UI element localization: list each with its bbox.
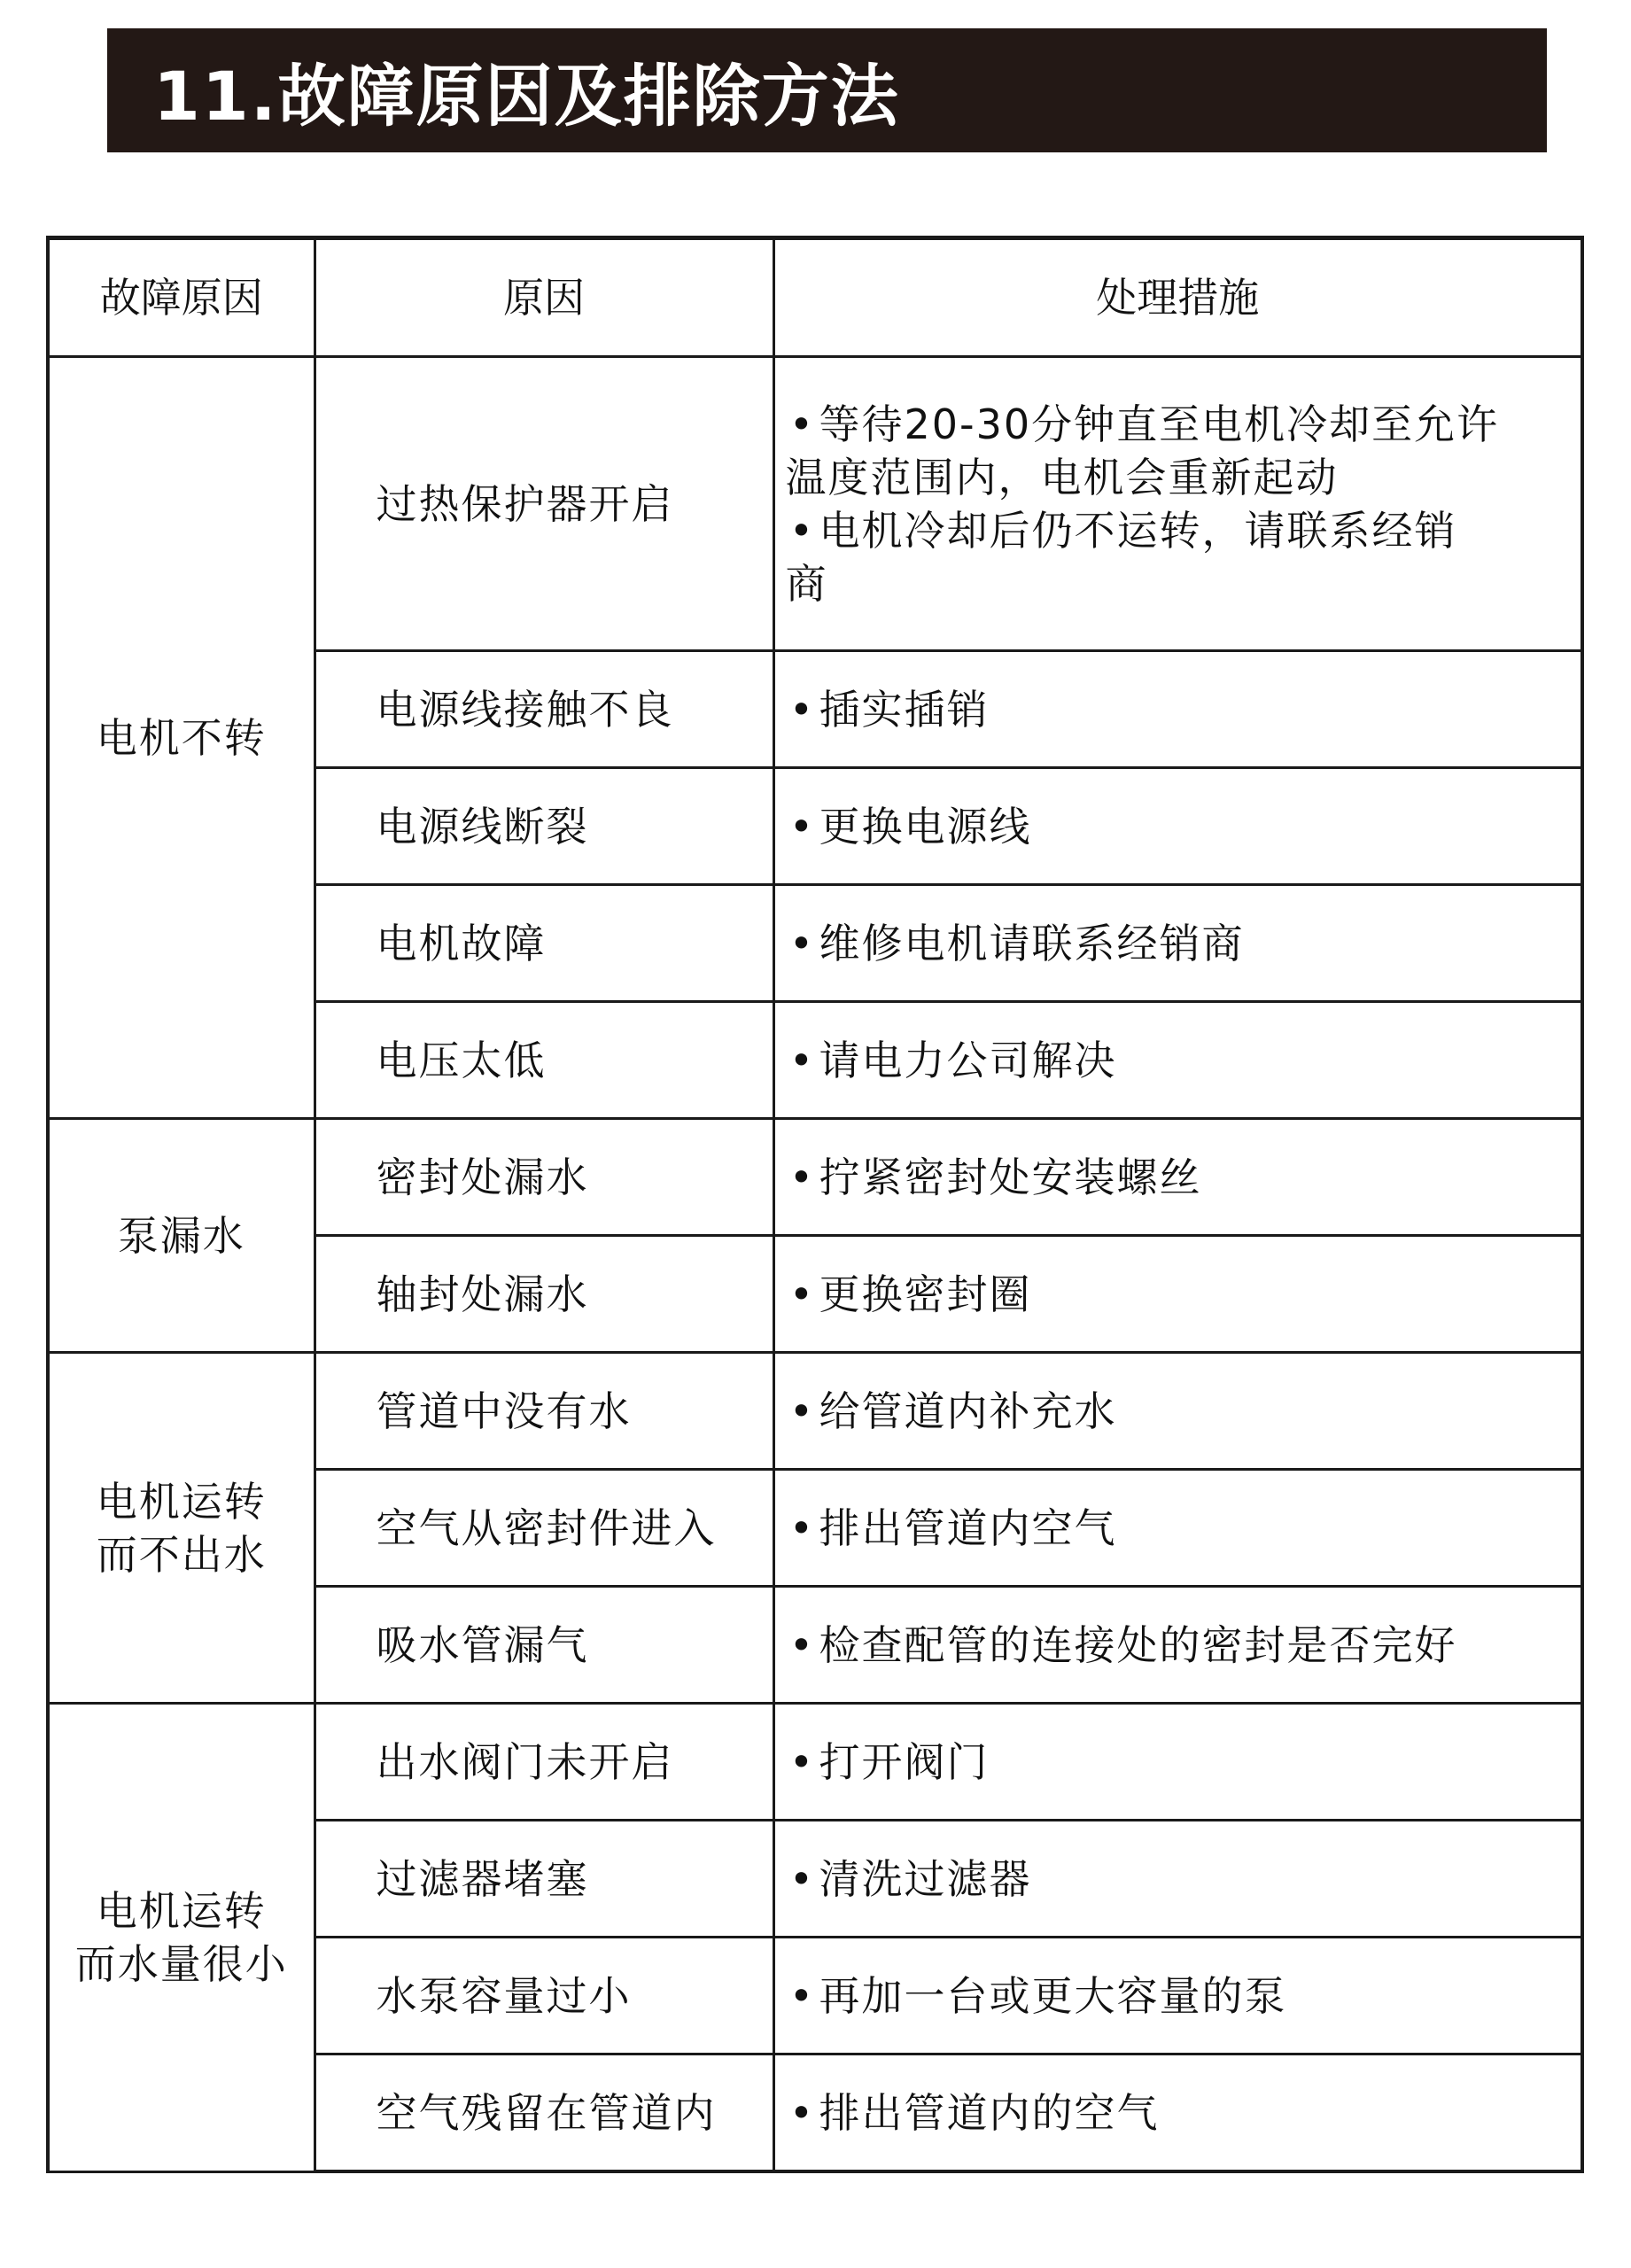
- action-cell: •排出管道内的空气: [773, 2054, 1582, 2172]
- bullet: •: [788, 1737, 816, 1786]
- action-cell: •请电力公司解决: [773, 1002, 1582, 1119]
- troubleshooting-table: [46, 236, 1584, 2173]
- table-row: [48, 1704, 1582, 1821]
- reason-cell: 水泵容量过小: [315, 1938, 773, 2054]
- bullet: •: [788, 802, 816, 850]
- bullet: •: [788, 1036, 816, 1084]
- bullet: •: [788, 1386, 816, 1435]
- bullet: •: [788, 506, 816, 555]
- fault-cell: [48, 1119, 315, 1353]
- action-cell: •给管道内补充水: [773, 1353, 1582, 1470]
- fault-label: 泵漏水: [117, 1211, 245, 1260]
- action-cell: •打开阀门: [773, 1704, 1582, 1821]
- fault-label: 而不出水: [96, 1530, 267, 1579]
- reason-cell: 轴封处漏水: [315, 1236, 773, 1353]
- bullet: •: [788, 2088, 816, 2137]
- fault-cell: [48, 357, 315, 1119]
- page-title: 11.故障原因及排除方法: [153, 56, 900, 136]
- bullet: •: [788, 1503, 816, 1552]
- reason-cell: 密封处漏水: [315, 1119, 773, 1236]
- reason-cell: 空气从密封件进入: [315, 1470, 773, 1587]
- header-reason: 原因: [315, 238, 773, 357]
- action-cell: •清洗过滤器: [773, 1821, 1582, 1938]
- action-line: 温度范围内，电机会重新起动: [785, 453, 1339, 501]
- fault-label: 电机运转: [96, 1886, 267, 1935]
- action-cell: •排出管道内空气: [773, 1470, 1582, 1587]
- action-line: •电机冷却后仍不运转，请联系经销: [786, 504, 1573, 557]
- bullet: •: [788, 400, 816, 448]
- action-cell: •维修电机请联系经销商: [773, 885, 1582, 1002]
- table-header-row: [48, 238, 1582, 357]
- reason-cell: 空气残留在管道内: [315, 2054, 773, 2172]
- fault-label: 电机不转: [96, 713, 267, 762]
- bullet: •: [788, 919, 816, 967]
- bullet: •: [788, 1854, 816, 1903]
- reason-cell: 过热保护器开启: [315, 357, 773, 651]
- title-banner: [107, 28, 1547, 152]
- header-fault: 故障原因: [48, 238, 315, 357]
- bullet: •: [788, 1620, 816, 1669]
- reason-cell: 电压太低: [315, 1002, 773, 1119]
- action-cell: •拧紧密封处安装螺丝: [773, 1119, 1582, 1236]
- fault-cell: [48, 1704, 315, 2172]
- table-row: [48, 357, 1582, 651]
- fault-label: 而水量很小: [74, 1939, 288, 1988]
- action-cell: •插实插销: [773, 651, 1582, 768]
- reason-cell: 过滤器堵塞: [315, 1821, 773, 1938]
- reason-cell: 电机故障: [315, 885, 773, 1002]
- bullet: •: [788, 685, 816, 734]
- header-action: 处理措施: [773, 238, 1582, 357]
- action-line: 商: [785, 559, 828, 608]
- reason-cell: 出水阀门未开启: [315, 1704, 773, 1821]
- bullet: •: [788, 1971, 816, 2020]
- action-cell: •更换电源线: [773, 768, 1582, 885]
- table-row: [48, 1119, 1582, 1236]
- reason-cell: 管道中没有水: [315, 1353, 773, 1470]
- action-cell: •更换密封圈: [773, 1236, 1582, 1353]
- reason-cell: 吸水管漏气: [315, 1587, 773, 1704]
- action-cell: •再加一台或更大容量的泵: [773, 1938, 1582, 2054]
- fault-cell: [48, 1353, 315, 1704]
- reason-cell: 电源线接触不良: [315, 651, 773, 768]
- action-line: •等待20-30分钟直至电机冷却至允许: [786, 398, 1573, 451]
- bullet: •: [788, 1153, 816, 1201]
- bullet: •: [788, 1270, 816, 1318]
- action-cell: •检查配管的连接处的密封是否完好: [773, 1587, 1582, 1704]
- fault-label: 电机运转: [96, 1477, 267, 1526]
- reason-cell: 电源线断裂: [315, 768, 773, 885]
- table-row: [48, 1353, 1582, 1470]
- action-cell: [773, 357, 1582, 651]
